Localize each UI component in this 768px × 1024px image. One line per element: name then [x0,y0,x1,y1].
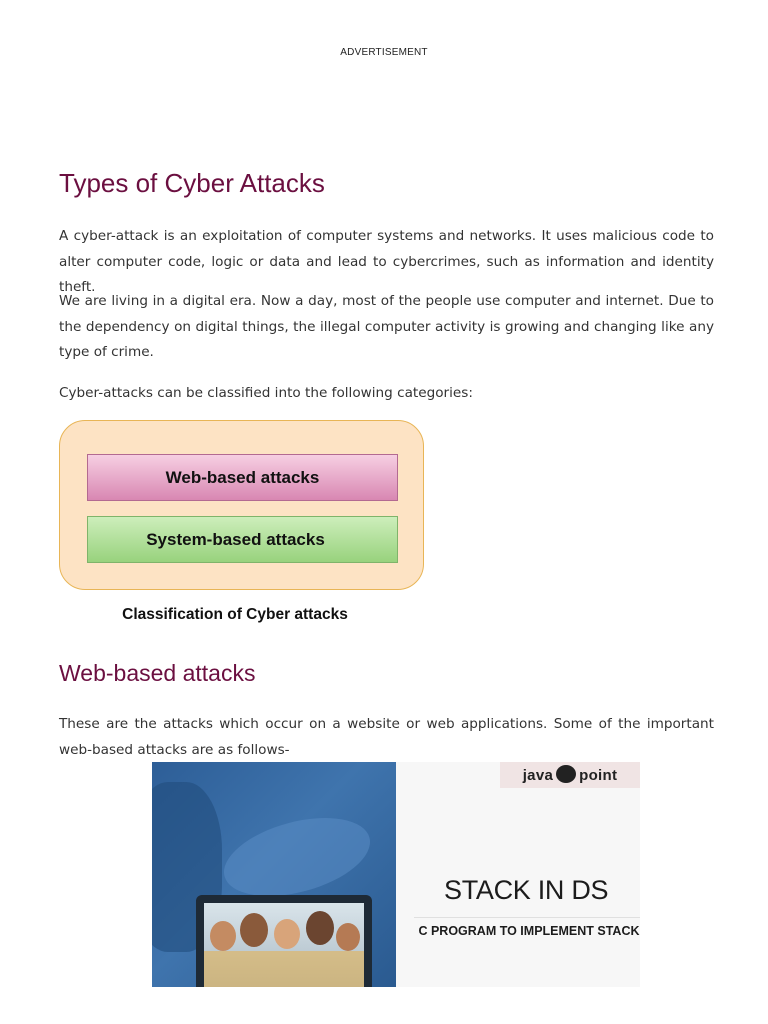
advertisement-label: ADVERTISEMENT [340,47,428,58]
advertisement-banner[interactable] [152,762,640,987]
diagram-caption: Classification of Cyber attacks [122,606,348,623]
section-heading-web-based-attacks: Web-based attacks [59,660,256,686]
web-based-attacks-box: Web-based attacks [87,454,398,501]
web-based-paragraph: These are the attacks which occur on a website or web applications. Some of the important web-based attacks are as follows- [59,716,714,758]
system-based-attacks-box: System-based attacks [87,516,398,563]
banner-subtitle: C PROGRAM TO IMPLEMENT STACK [418,924,640,938]
digital-era-paragraph: We are living in a digital era. Now a day, most of the people use computer and internet. Due to the dependency on digital things, the illegal computer activity is growing and changing like any type of crime. [59,293,714,360]
javatpoint-logo-icon [556,765,576,783]
intro-paragraph: A cyber-attack is an exploitation of computer systems and networks. It uses malicious code to alter computer code, logic or data and lead to cybercrimes, such as information and identity theft. [59,228,714,295]
classification-diagram [59,420,424,590]
banner-divider [414,917,640,918]
laptop-image [196,895,372,987]
banner-photo [152,762,396,987]
banner-title: STACK IN DS [444,875,609,905]
page-title: Types of Cyber Attacks [59,168,325,198]
categories-paragraph: Cyber-attacks can be classified into the following categories: [59,385,473,401]
javatpoint-logo: java point [500,762,640,788]
